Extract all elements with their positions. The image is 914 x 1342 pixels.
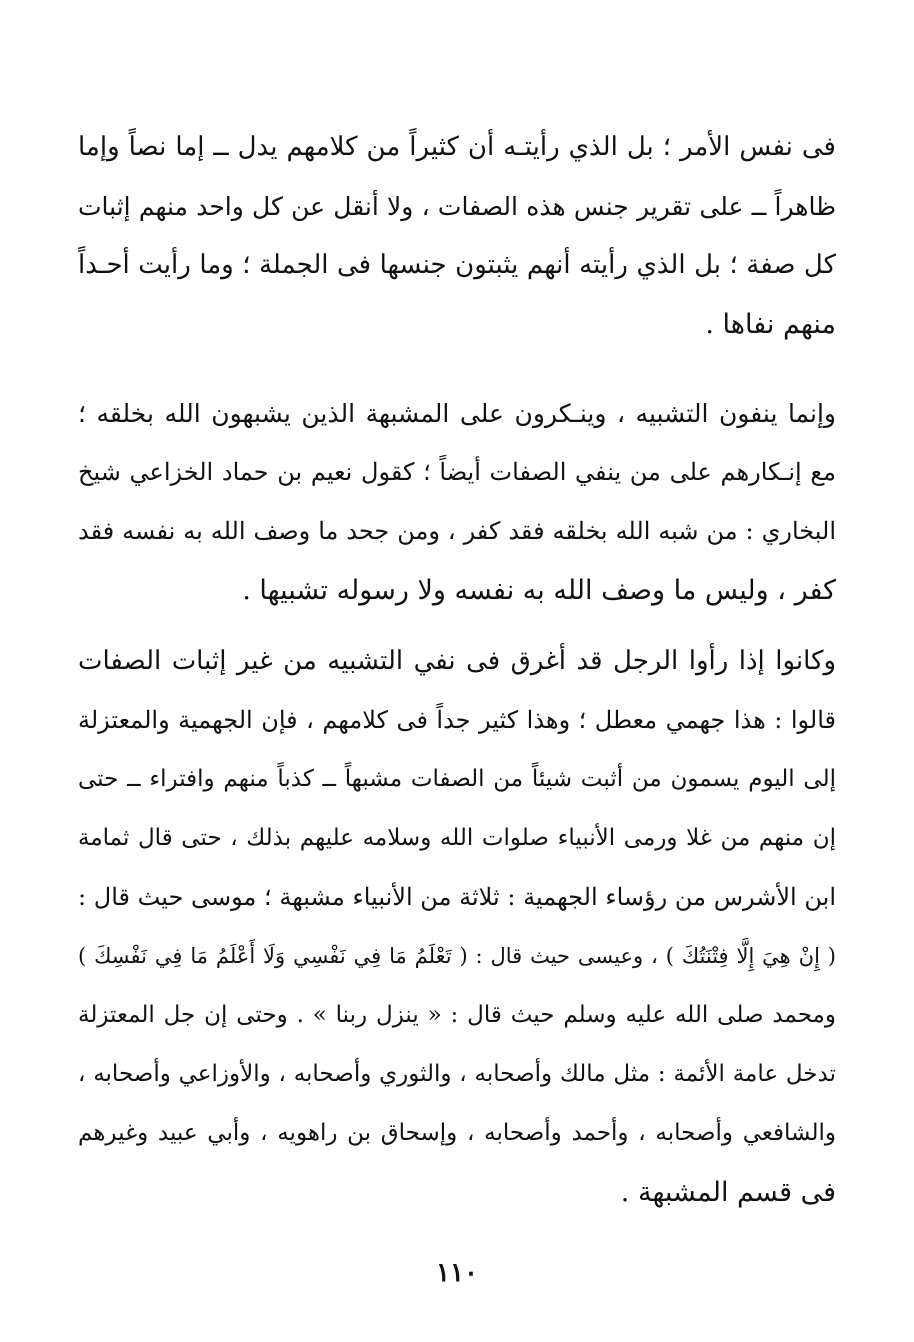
quran-quote-line: ( إِنْ هِيَ إِلَّا فِتْنَتُكَ ) ، وعيسى حيث قال : ( تَعْلَمُ مَا فِي نَفْسِي وَلَا أَعْلَمُ مَا فِي نَفْسِكَ ) (78, 944, 836, 968)
text-line: ومحمد صلى الله عليه وسلم حيث قال : « ينزل ربنا » . وحتى إن جل المعتزلة (78, 1002, 836, 1028)
text-line: قالوا : هذا جهمي معطل ؛ وهذا كثير جداً فى كلامهم ، فإن الجهمية والمعتزلة (78, 706, 836, 734)
text-line: تدخل عامة الأئمة : مثل مالك وأصحابه ، والثوري وأصحابه ، والأوزاعي وأصحابه ، (78, 1061, 836, 1087)
text-line: ابن الأشرس من رؤساء الجهمية : ثلاثة من الأنبياء مشبهة ؛ موسى حيث قال : (78, 883, 836, 911)
text-line: منهم نفاها . (705, 309, 836, 340)
text-line: إن منهم من غلا ورمى الأنبياء صلوات الله وسلامه عليهم بذلك ، حتى قال ثمامة (78, 825, 836, 851)
text-line: مع إنـكارهم على من ينفي الصفات أيضاً ؛ كقول نعيم بن حماد الخزاعي شيخ (78, 458, 836, 486)
text-line: البخاري : من شبه الله بخلقه فقد كفر ، ومن جحد ما وصف الله به نفسه فقد (78, 517, 836, 545)
text-line: فى قسم المشبهة . (620, 1177, 836, 1208)
text-line: إلى اليوم يسمون من أثبت شيئاً من الصفات مشبهاً ــ كذباً منهم وافتراء ــ حتى (78, 766, 836, 792)
text-line: كفر ، وليس ما وصف الله به نفسه ولا رسوله تشبيها . (242, 575, 836, 606)
text-line: وإنما ينفون التشبيه ، وينـكرون على المشبهة الذين يشبهون الله بخلقه ؛ (78, 399, 836, 428)
text-line: ظاهراً ــ على تقرير جنس هذه الصفات ، ولا أنقل عن كل واحد منهم إثبات (78, 192, 836, 221)
text-line: والشافعي وأصحابه ، وأحمد وأصحابه ، وإسحاق بن راهويه ، وأبي عبيد وغيرهم (78, 1120, 836, 1146)
text-line: وكانوا إذا رأوا الرجل قد أغرق فى نفي التشبيه من غير إثبات الصفات (78, 646, 836, 676)
text-line: فى نفس الأمر ؛ بل الذي رأيتـه أن كثيراً من كلامهم يدل ــ إما نصاً وإما (78, 132, 836, 162)
text-line: كل صفة ؛ بل الذي رأيته أنهم يثبتون جنسها فى الجملة ؛ وما رأيت أحـداً (78, 250, 836, 280)
paragraph-2 (78, 384, 836, 620)
page-number: ١١٠ (436, 1258, 478, 1288)
paragraph-1 (78, 118, 836, 354)
paragraph-3 (78, 632, 836, 1222)
